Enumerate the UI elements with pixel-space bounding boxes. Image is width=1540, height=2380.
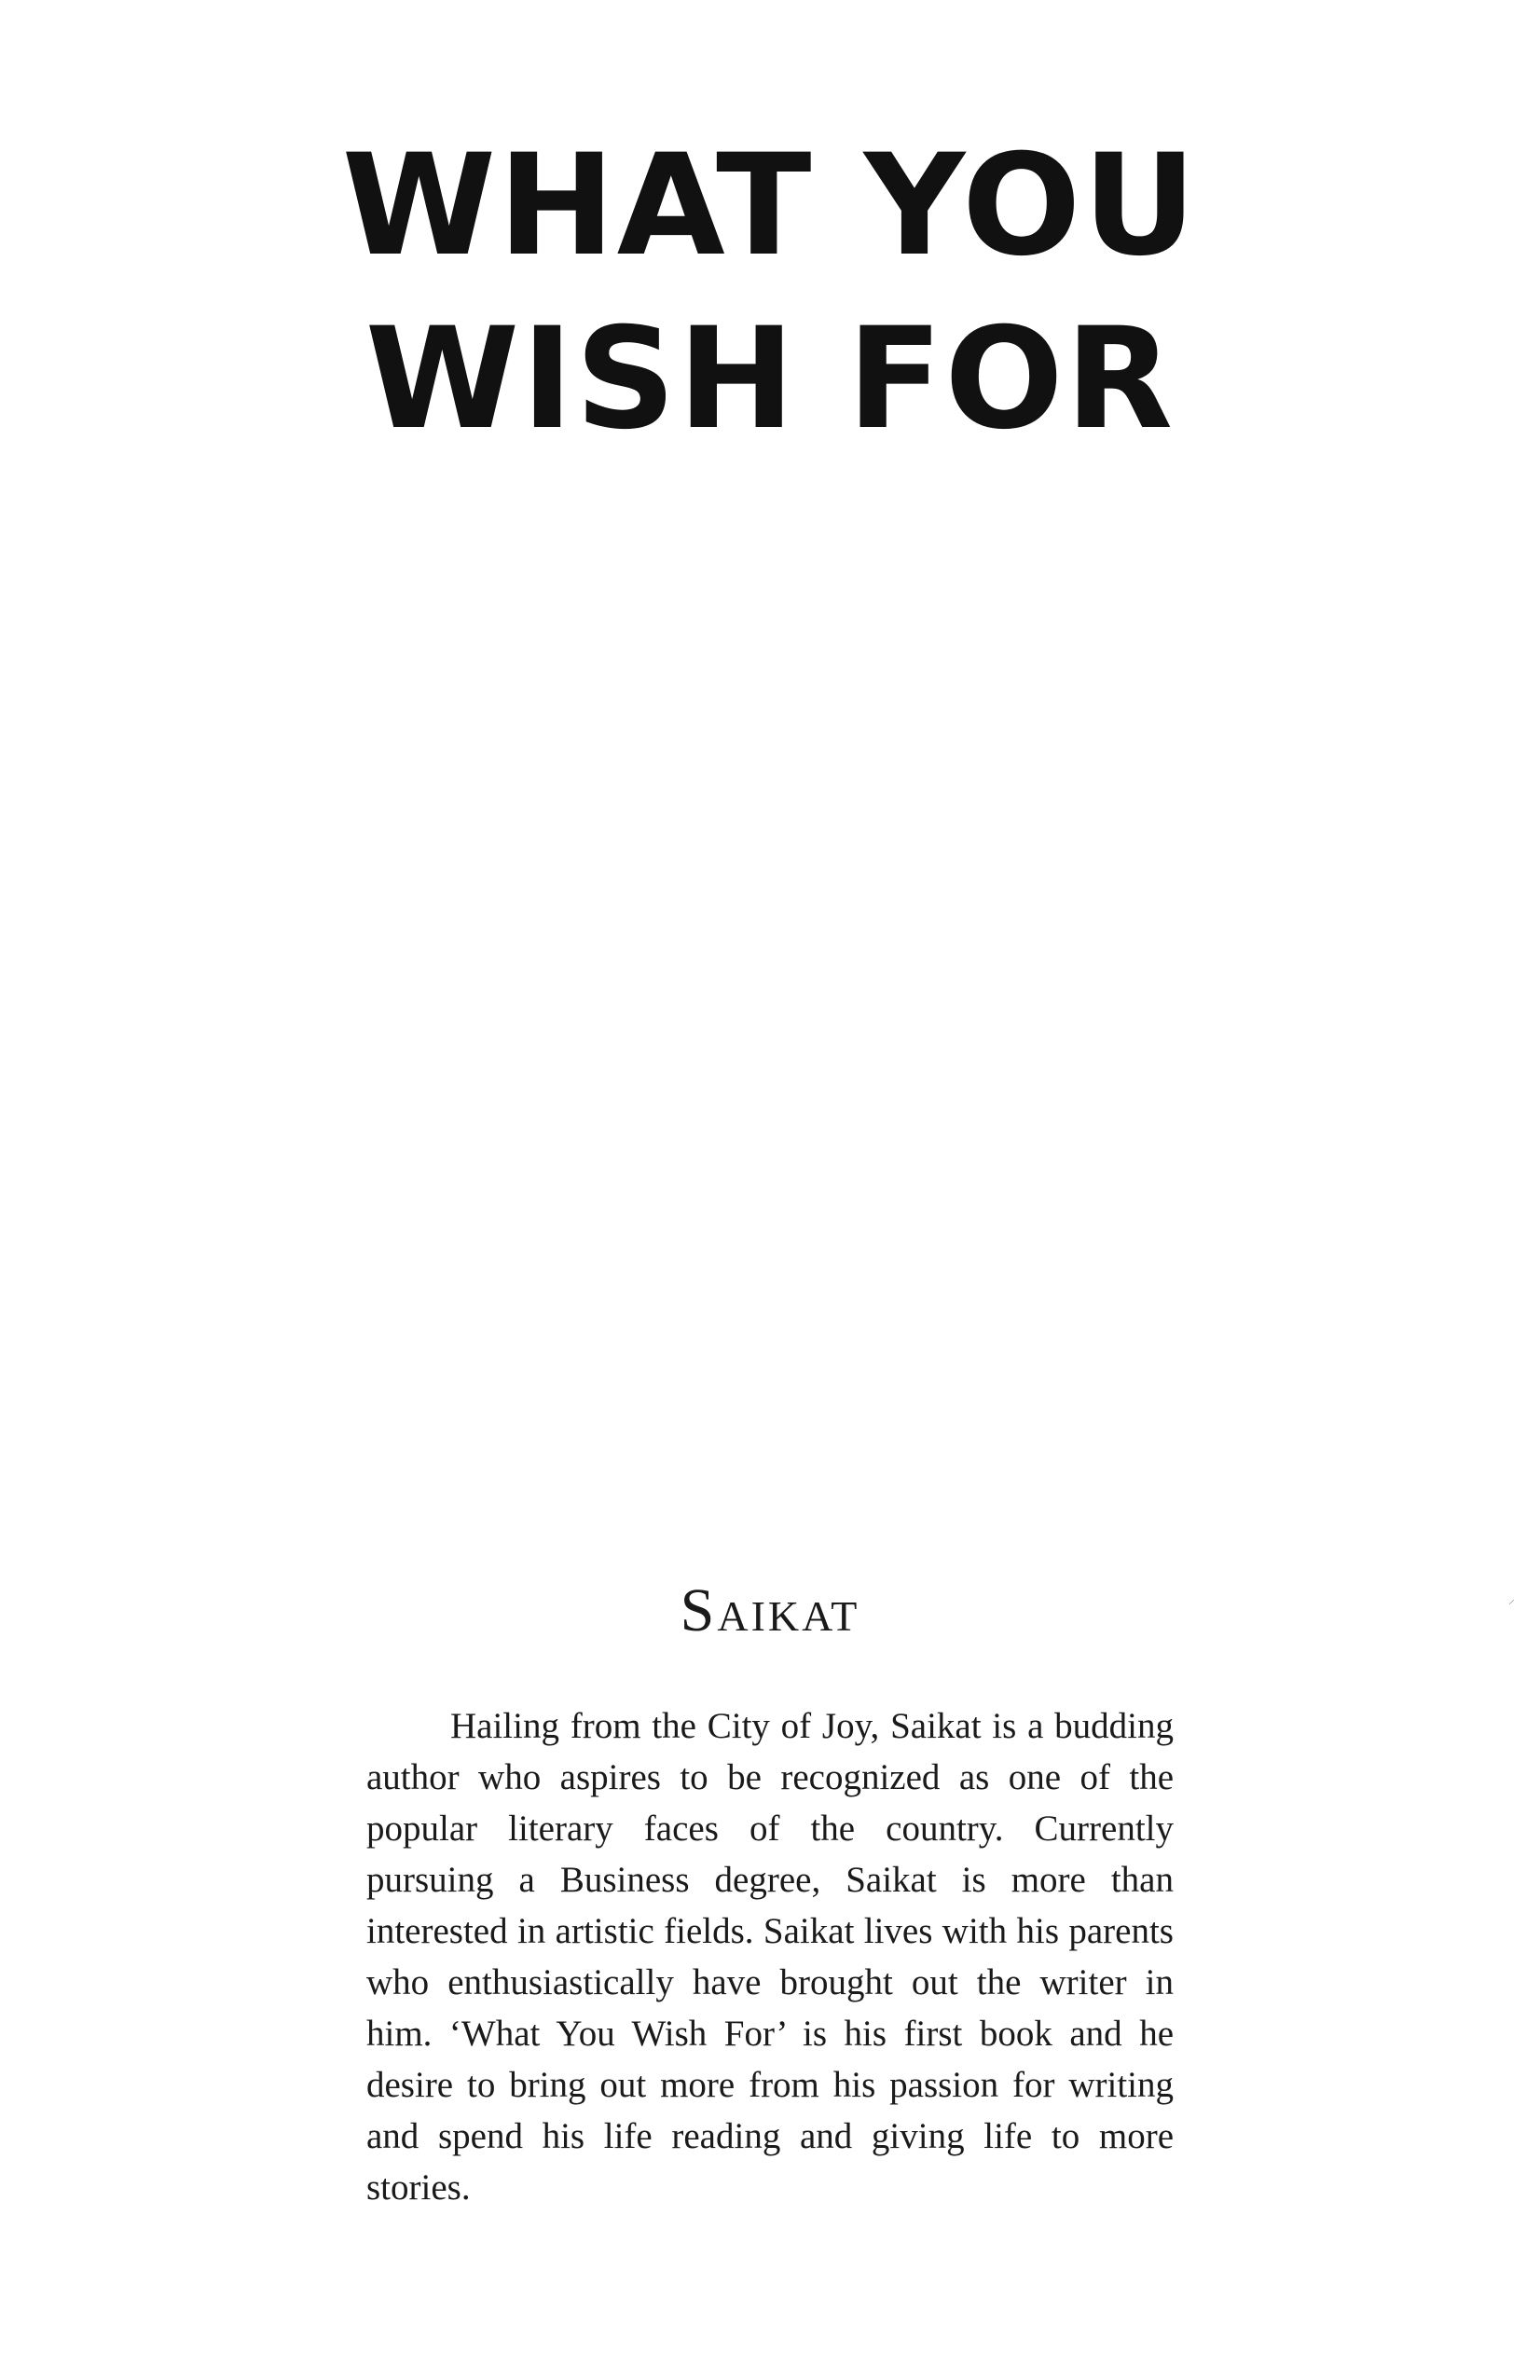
page-corner-mark-icon: ⸝ <box>1508 1592 1515 1607</box>
title-line-1: WHAT YOU <box>341 125 1199 287</box>
title-line-2: WISH FOR <box>364 298 1176 461</box>
book-title <box>0 119 1540 466</box>
author-name: Saikat <box>680 1576 860 1644</box>
author-bio: Hailing from the City of Joy, Saikat is a budding author who aspires to be recognized as one of the popular literary faces of the country. Currently pursuing a Business degree, Saikat is more than interested in artistic fields. Saikat lives with his parents who enthusiastically have brought out the writer in him. ‘What You Wish For’ is his first book and he desire to bring out more from his passion for writing and spend his life reading and giving life to more stories. <box>366 1706 1174 2208</box>
